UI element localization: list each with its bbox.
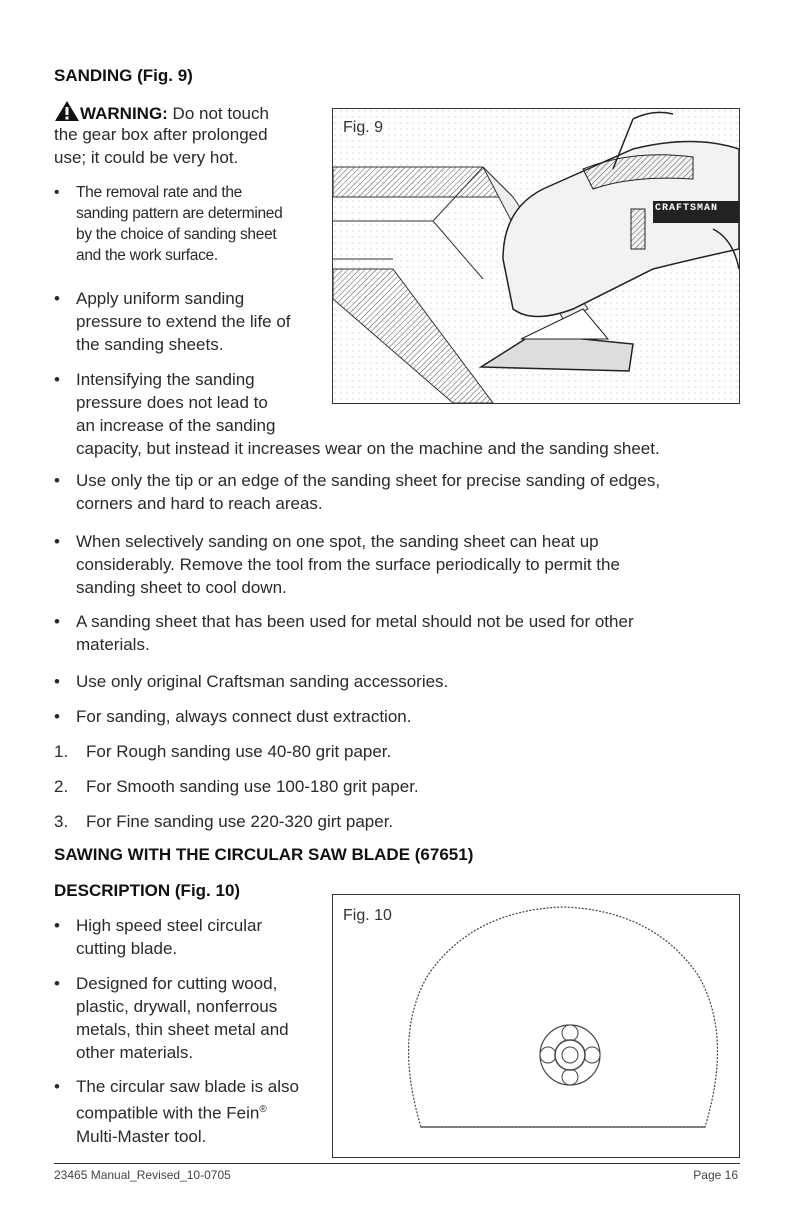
- warning-icon: [54, 100, 80, 122]
- footer-document-id: 23465 Manual_Revised_10-0705: [54, 1168, 231, 1182]
- list-item-text: sanding sheet to cool down.: [76, 578, 287, 597]
- warning-text-3: use; it could be very hot.: [54, 148, 239, 167]
- list-item: [54, 287, 334, 356]
- bullet: •: [54, 916, 60, 935]
- list-item: [54, 1075, 334, 1148]
- list-item-text: corners and hard to reach areas.: [76, 494, 323, 513]
- list-item-text: Intensifying the sanding: [76, 370, 255, 389]
- list-item-text: and the work surface.: [76, 247, 218, 264]
- list-item-text: metals, thin sheet metal and: [76, 1020, 289, 1039]
- list-item-text: sanding pattern are determined: [76, 205, 283, 222]
- list-item-text: For sanding, always connect dust extraction.: [76, 707, 412, 726]
- footer-rule: [54, 1163, 740, 1164]
- blade-hub: [540, 1025, 600, 1085]
- list-item-text: Multi-Master tool.: [76, 1126, 207, 1146]
- circular-saw-blade-illustration: [333, 895, 739, 1157]
- warning-text-1: Do not touch: [167, 104, 269, 123]
- list-item: [54, 972, 324, 1064]
- list-item: [54, 182, 334, 266]
- list-item-text: capacity, but instead it increases wear on the machine and the sanding sheet.: [76, 439, 660, 458]
- list-item: [54, 914, 324, 960]
- list-item-text: Use only original Craftsman sanding accessories.: [76, 672, 449, 691]
- bullet: •: [54, 707, 60, 726]
- list-item-text: plastic, drywall, nonferrous: [76, 997, 278, 1016]
- list-item-text: by the choice of sanding sheet: [76, 226, 277, 243]
- list-item-text: an increase of the sanding: [76, 416, 276, 435]
- list-item: [54, 610, 754, 656]
- list-item: [54, 469, 754, 515]
- bullet: •: [54, 612, 60, 631]
- numbered-item-text: For Fine sanding use 220-320 girt paper.: [86, 812, 394, 831]
- list-item-text: When selectively sanding on one spot, the sanding sheet can heat up: [76, 532, 599, 551]
- numbered-item: [54, 810, 754, 833]
- list-item: [54, 530, 754, 599]
- bullet: •: [54, 370, 60, 389]
- figure-label: Fig. 9: [343, 119, 384, 136]
- list-item-text: Use only the tip or an edge of the sanding sheet for precise sanding of edges,: [76, 471, 661, 490]
- sanding-heading: SANDING (Fig. 9): [54, 66, 193, 85]
- bullet: •: [54, 471, 60, 490]
- brand-text: CRAFTSMAN: [655, 203, 719, 214]
- list-item: [54, 670, 754, 693]
- registered-mark: ®: [259, 1104, 267, 1115]
- sander-illustration: [333, 109, 739, 403]
- item-number: 1.: [54, 742, 69, 761]
- figure-10: [332, 894, 740, 1158]
- page-number: Page 16: [693, 1168, 738, 1182]
- list-item-text: other materials.: [76, 1043, 194, 1062]
- bullet: •: [54, 184, 60, 201]
- list-item-text: cutting blade.: [76, 939, 178, 958]
- list-item-text: Designed for cutting wood,: [76, 974, 278, 993]
- list-item-text: The removal rate and the: [76, 184, 242, 201]
- list-item-text: pressure to extend the life of: [76, 312, 291, 331]
- list-item-text: The circular saw blade is also: [76, 1077, 299, 1096]
- warning-block: [54, 100, 314, 169]
- figure-label: Fig. 10: [343, 907, 392, 924]
- list-item-text: High speed steel circular: [76, 916, 263, 935]
- list-item: [54, 705, 754, 728]
- numbered-item-text: For Rough sanding use 40-80 grit paper.: [86, 742, 392, 761]
- bullet: •: [54, 672, 60, 691]
- numbered-item: [54, 775, 754, 798]
- list-item-text: the sanding sheets.: [76, 335, 224, 354]
- bullet: •: [54, 532, 60, 551]
- item-number: 2.: [54, 777, 69, 796]
- list-item-text: considerably. Remove the tool from the surface periodically to permit the: [76, 555, 620, 574]
- bullet: •: [54, 289, 60, 308]
- numbered-item: [54, 740, 754, 763]
- list-item-text: pressure does not lead to: [76, 393, 268, 412]
- list-item-text: [76, 1098, 334, 1125]
- figure-9: [332, 108, 740, 404]
- list-item-text: Apply uniform sanding: [76, 289, 245, 308]
- sawing-heading: SAWING WITH THE CIRCULAR SAW BLADE (67651): [54, 845, 474, 864]
- warning-label: WARNING:: [80, 104, 168, 123]
- bullet: •: [54, 1077, 60, 1096]
- list-item-text: compatible with the Fein: [76, 1103, 260, 1123]
- list-item-text: A sanding sheet that has been used for metal should not be used for other: [76, 612, 634, 631]
- warning-text-2: the gear box after prolonged: [54, 125, 268, 144]
- item-number: 3.: [54, 812, 69, 831]
- numbered-item-text: For Smooth sanding use 100-180 grit paper.: [86, 777, 419, 796]
- description-heading: DESCRIPTION (Fig. 10): [54, 881, 241, 900]
- list-item-text: materials.: [76, 635, 150, 654]
- bullet: •: [54, 974, 60, 993]
